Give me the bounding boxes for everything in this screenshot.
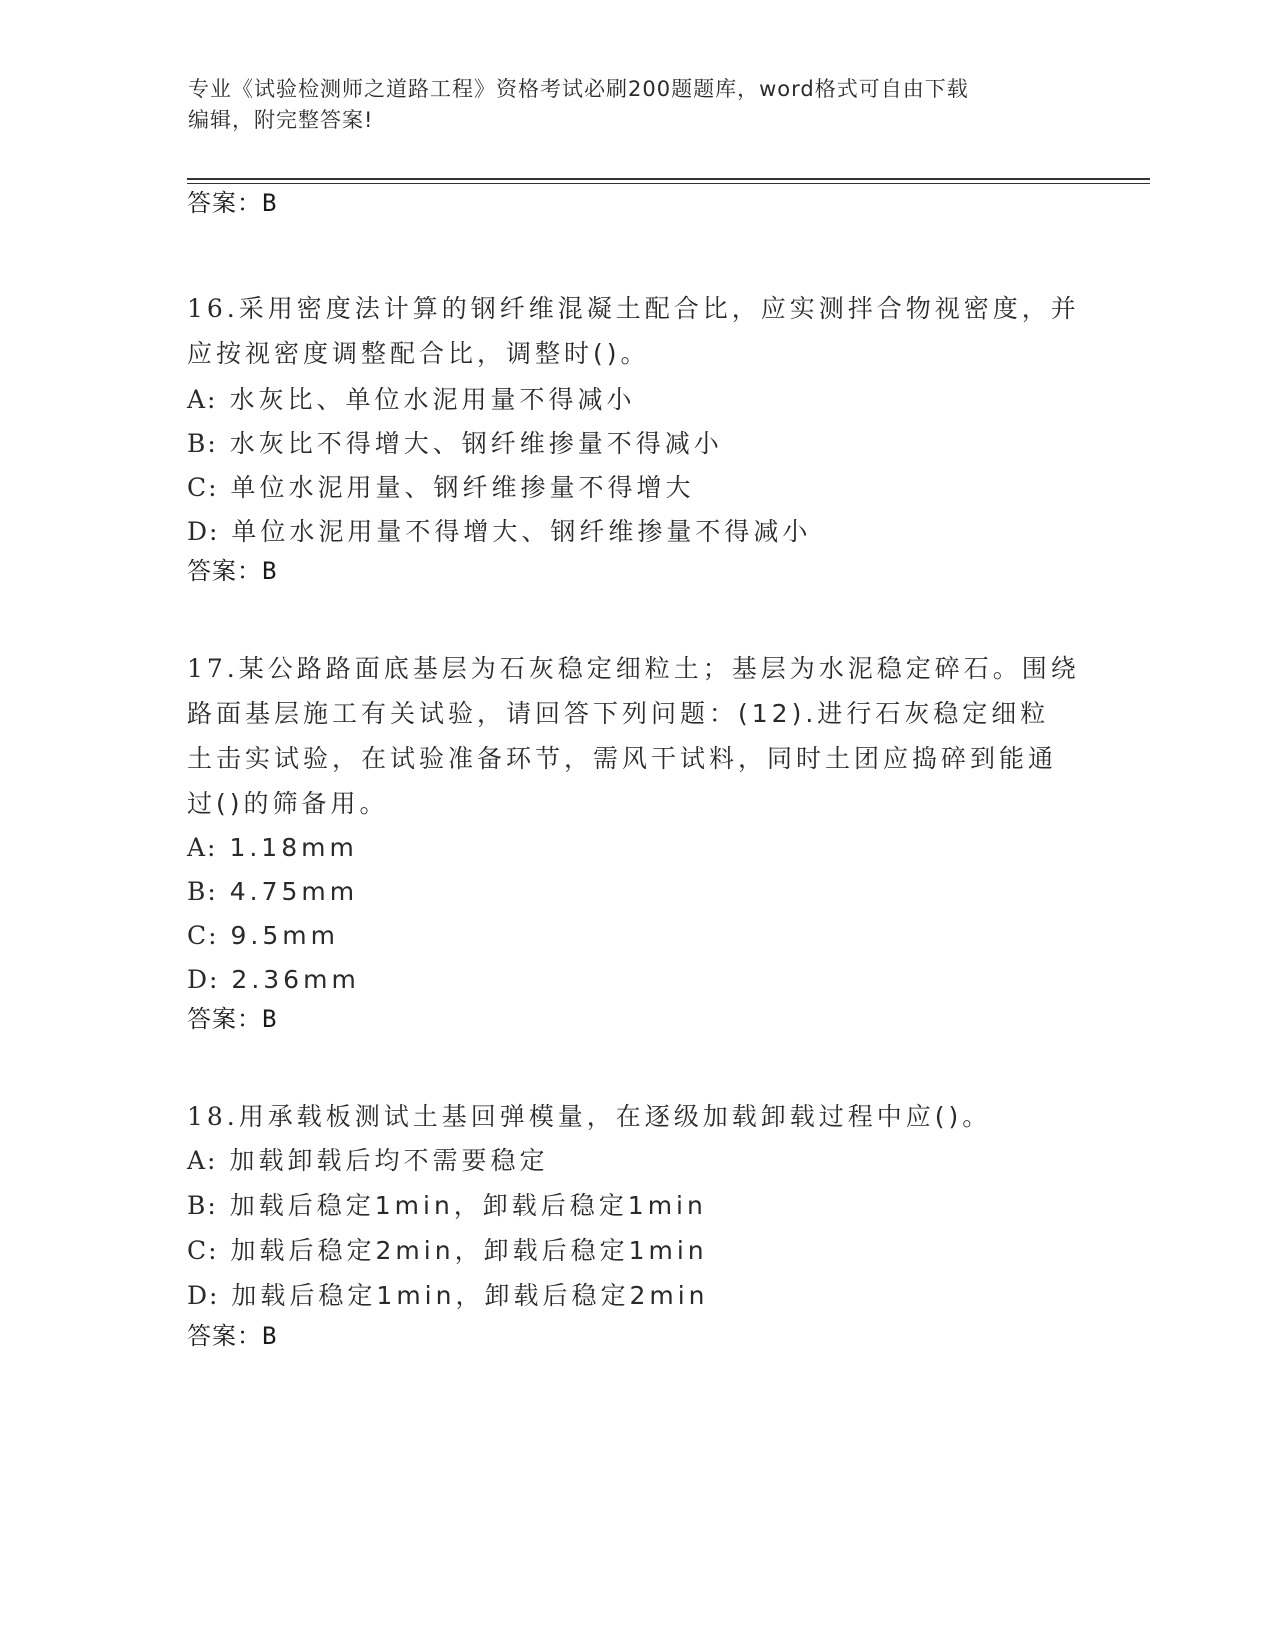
- header-line-2: 编辑，附完整答案!: [188, 108, 374, 132]
- option-d: [187, 1273, 1087, 1318]
- answer-line-17: [187, 1001, 277, 1037]
- question-17-text: [187, 646, 1087, 826]
- question-line: [187, 646, 1087, 691]
- option-text: 1.18mm: [229, 833, 358, 862]
- header-line-1: 专业《试验检测师之道路工程》资格考试必刷200题题库，word格式可自由下载: [188, 77, 969, 101]
- option-b: [187, 1183, 1087, 1228]
- question-line-text: 某公路路面底基层为石灰稳定细粒土；基层为水泥稳定碎石。围绕: [238, 654, 1080, 683]
- answer-line-16: [187, 553, 277, 589]
- answer-line-prev: [187, 185, 277, 221]
- option-c: [187, 1228, 1087, 1273]
- option-c: [187, 913, 1087, 958]
- option-text: 水灰比、单位水泥用量不得减小: [229, 385, 636, 414]
- header-divider-thin: [187, 183, 1150, 184]
- option-d: [187, 509, 1087, 554]
- answer-value: B: [262, 1005, 278, 1033]
- answer-value: B: [262, 189, 278, 217]
- option-text: 4.75mm: [229, 877, 359, 906]
- option-text: 单位水泥用量不得增大、钢纤维掺量不得减小: [231, 517, 812, 546]
- question-line: [187, 286, 1087, 331]
- option-a: [187, 1138, 1087, 1183]
- header-divider-thick: [187, 178, 1150, 180]
- option-label: C:: [187, 921, 219, 950]
- option-label: B:: [187, 429, 218, 458]
- option-label: A:: [187, 833, 218, 862]
- page-header: [188, 74, 1088, 136]
- option-text: 2.36mm: [231, 965, 360, 994]
- question-16-text: [187, 286, 1087, 376]
- option-a: [187, 377, 1087, 422]
- question-line: 过()的筛备用。: [187, 789, 389, 818]
- question-line-text: 采用密度法计算的钢纤维混凝土配合比，应实测拌合物视密度，并: [238, 294, 1080, 323]
- answer-line-18: [187, 1318, 277, 1354]
- option-label: D:: [187, 965, 220, 994]
- answer-label: 答案：: [187, 1005, 262, 1033]
- answer-label: 答案：: [187, 1322, 262, 1350]
- option-text: 加载卸载后均不需要稳定: [229, 1146, 549, 1175]
- option-text: 加载后稳定1min，卸载后稳定1min: [229, 1191, 707, 1220]
- option-label: C:: [187, 1236, 219, 1265]
- answer-value: B: [262, 557, 278, 585]
- option-a: [187, 825, 1087, 870]
- question-line: 土击实试验，在试验准备环节，需风干试料，同时土团应捣碎到能通: [187, 744, 1058, 773]
- question-18-text: [187, 1094, 1087, 1139]
- question-number: 18.: [187, 1102, 239, 1131]
- option-label: B:: [187, 877, 218, 906]
- option-label: D:: [187, 1281, 220, 1310]
- answer-label: 答案：: [187, 189, 262, 217]
- option-label: D:: [187, 517, 220, 546]
- question-number: 17.: [187, 654, 239, 683]
- option-c: [187, 465, 1087, 510]
- question-line: 路面基层施工有关试验，请回答下列问题：(12).进行石灰稳定细粒: [187, 699, 1050, 728]
- option-b: [187, 421, 1087, 466]
- answer-value: B: [262, 1322, 278, 1350]
- question-number: 16.: [187, 294, 239, 323]
- option-text: 水灰比不得增大、钢纤维掺量不得减小: [229, 429, 723, 458]
- option-label: B:: [187, 1191, 218, 1220]
- question-line: 应按视密度调整配合比，调整时()。: [187, 339, 650, 368]
- question-line: [187, 1094, 1087, 1139]
- answer-label: 答案：: [187, 557, 262, 585]
- option-text: 单位水泥用量、钢纤维掺量不得增大: [230, 473, 695, 502]
- option-b: [187, 869, 1087, 914]
- question-line-text: 用承载板测试土基回弹模量，在逐级加载卸载过程中应()。: [238, 1102, 992, 1131]
- option-label: C:: [187, 473, 219, 502]
- option-label: A:: [187, 1146, 218, 1175]
- option-label: A:: [187, 385, 218, 414]
- option-d: [187, 957, 1087, 1002]
- option-text: 加载后稳定2min，卸载后稳定1min: [230, 1236, 708, 1265]
- option-text: 9.5mm: [230, 921, 339, 950]
- option-text: 加载后稳定1min，卸载后稳定2min: [231, 1281, 709, 1310]
